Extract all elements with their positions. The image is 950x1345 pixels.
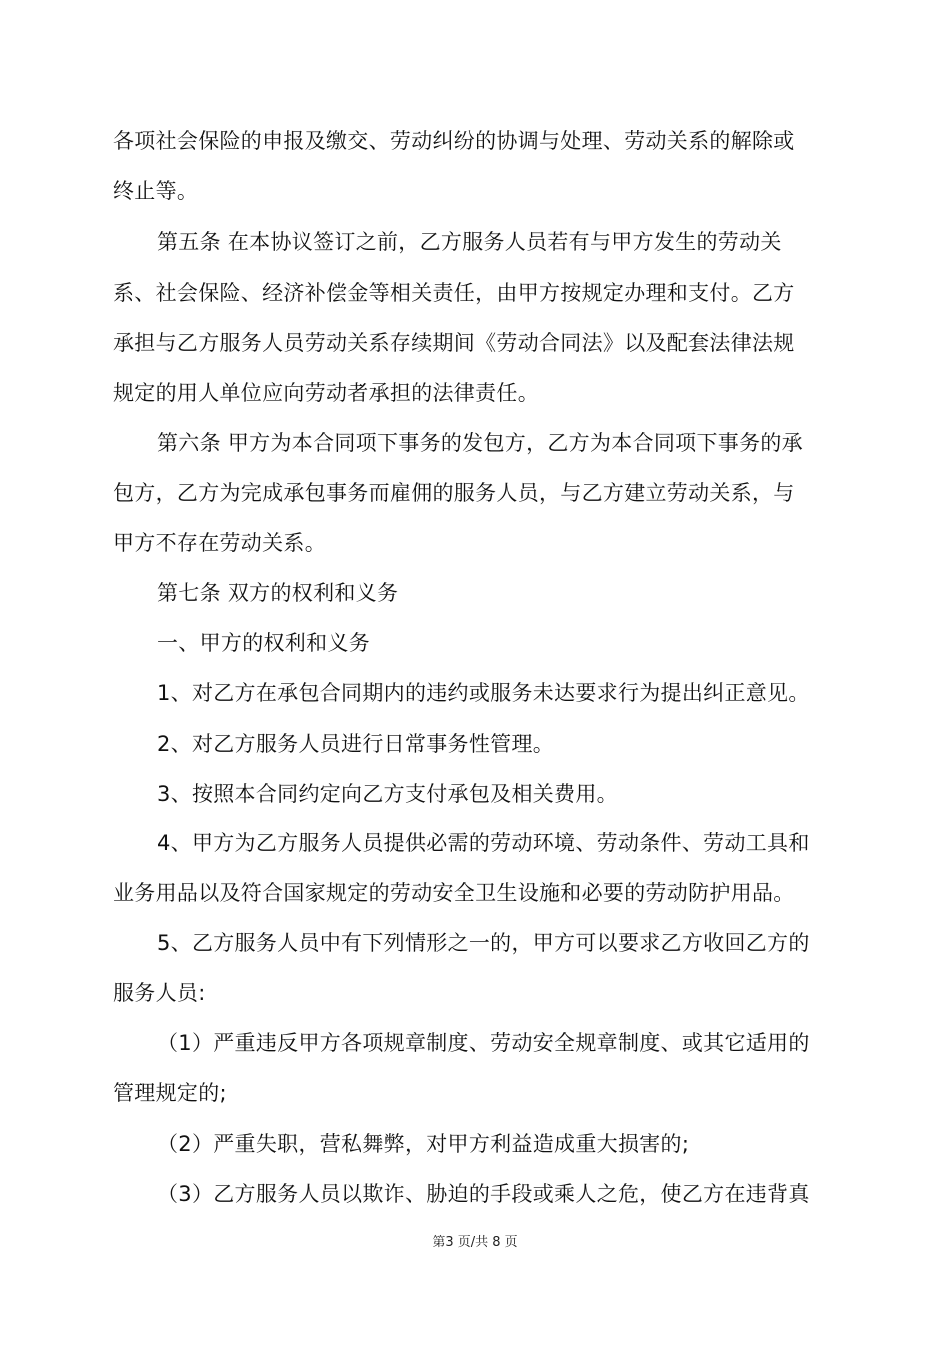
paragraph-line: 管理规定的;: [113, 1081, 227, 1105]
paragraph-line: 服务人员:: [113, 981, 206, 1005]
paragraph-line: 承担与乙方服务人员劳动关系存续期间《劳动合同法》以及配套法律法规: [113, 331, 795, 355]
list-item: 1、对乙方在承包合同期内的违约或服务未达要求行为提出纠正意见。: [157, 681, 810, 705]
page-number-footer: 第3 页/共 8 页: [432, 1235, 518, 1250]
paragraph-line: 系、社会保险、经济补偿金等相关责任，由甲方按规定办理和支付。乙方: [113, 281, 795, 305]
list-item: （1）严重违反甲方各项规章制度、劳动安全规章制度、或其它适用的: [157, 1031, 810, 1055]
list-item: （2）严重失职，营私舞弊，对甲方利益造成重大损害的;: [157, 1132, 690, 1156]
paragraph-line: 规定的用人单位应向劳动者承担的法律责任。: [113, 381, 539, 405]
paragraph-line: 终止等。: [113, 179, 199, 203]
list-item: （3）乙方服务人员以欺诈、胁迫的手段或乘人之危，使乙方在违背真: [157, 1182, 810, 1206]
list-item: 4、甲方为乙方服务人员提供必需的劳动环境、劳动条件、劳动工具和: [157, 831, 810, 855]
paragraph-line: 第五条 在本协议签订之前，乙方服务人员若有与甲方发生的劳动关: [157, 230, 782, 254]
paragraph-line: 包方，乙方为完成承包事务而雇佣的服务人员，与乙方建立劳动关系，与: [113, 481, 795, 505]
list-item: 2、对乙方服务人员进行日常事务性管理。: [157, 732, 555, 756]
paragraph-line: 第六条 甲方为本合同项下事务的发包方，乙方为本合同项下事务的承: [157, 431, 803, 455]
list-item: 3、按照本合同约定向乙方支付承包及相关费用。: [157, 782, 618, 806]
paragraph-line: 业务用品以及符合国家规定的劳动安全卫生设施和必要的劳动防护用品。: [113, 881, 795, 905]
subsection-heading: 一、甲方的权利和义务: [157, 631, 370, 655]
paragraph-line: 甲方不存在劳动关系。: [113, 531, 326, 555]
paragraph-line: 各项社会保险的申报及缴交、劳动纠纷的协调与处理、劳动关系的解除或: [113, 129, 795, 153]
section-heading: 第七条 双方的权利和义务: [157, 581, 399, 605]
list-item: 5、乙方服务人员中有下列情形之一的，甲方可以要求乙方收回乙方的: [157, 931, 810, 955]
